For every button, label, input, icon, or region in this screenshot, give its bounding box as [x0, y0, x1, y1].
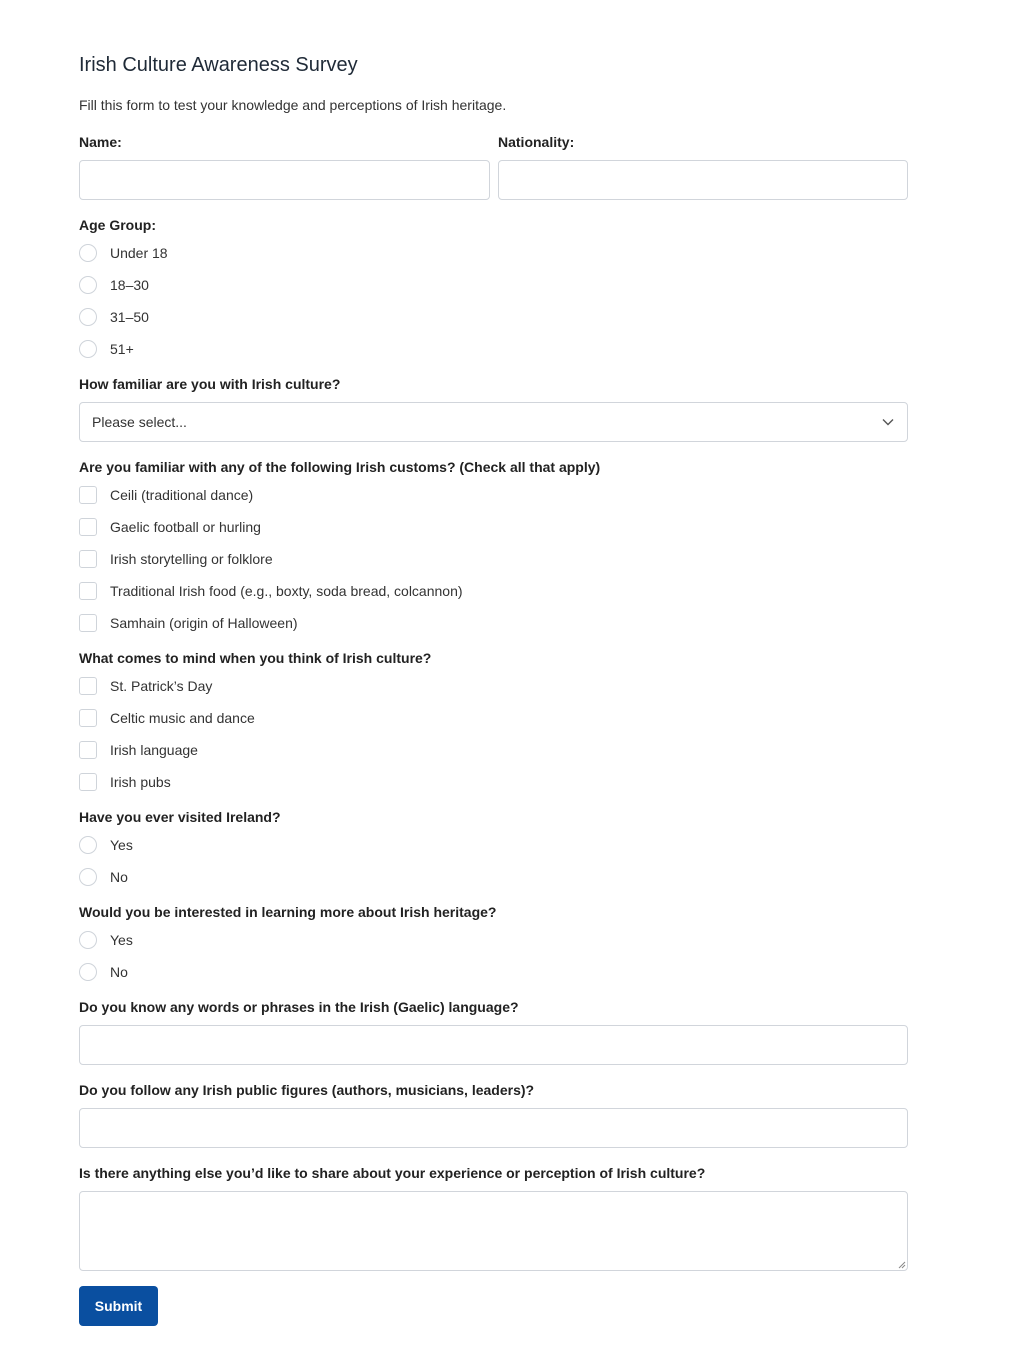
public-figures-input[interactable] [79, 1108, 908, 1148]
gaelic-words-input[interactable] [79, 1025, 908, 1065]
customs-option-food[interactable] [79, 581, 463, 601]
interested-option-label: Yes [110, 932, 133, 948]
anything-else-label: Is there anything else you’d like to share about your experience or perception of Irish culture? [79, 1165, 706, 1181]
mind-option-irish-language[interactable] [79, 740, 198, 760]
familiarity-label: How familiar are you with Irish culture? [79, 376, 341, 392]
customs-checkbox-gaelic-football[interactable] [79, 518, 97, 536]
mind-checkbox-celtic-music[interactable] [79, 709, 97, 727]
customs-option-label: Irish storytelling or folklore [110, 551, 273, 567]
customs-option-label: Gaelic football or hurling [110, 519, 261, 535]
page-title: Irish Culture Awareness Survey [79, 54, 358, 76]
interested-option-label: No [110, 964, 128, 980]
age-radio-51-plus[interactable] [79, 340, 97, 358]
interested-radio-no[interactable] [79, 963, 97, 981]
visited-radio-no[interactable] [79, 868, 97, 886]
page-subtitle: Fill this form to test your knowledge and perceptions of Irish heritage. [79, 97, 507, 113]
age-option-51-plus[interactable] [79, 339, 134, 359]
customs-option-storytelling[interactable] [79, 549, 273, 569]
resize-grip-icon[interactable] [896, 1259, 906, 1269]
customs-option-label: Traditional Irish food (e.g., boxty, soda bread, colcannon) [110, 583, 463, 599]
age-option-under-18[interactable] [79, 243, 168, 263]
age-option-label: Under 18 [110, 245, 168, 261]
interested-label: Would you be interested in learning more about Irish heritage? [79, 904, 497, 920]
age-option-label: 18–30 [110, 277, 149, 293]
anything-else-textarea[interactable] [79, 1191, 908, 1271]
mind-checkbox-irish-pubs[interactable] [79, 773, 97, 791]
mind-option-celtic-music[interactable] [79, 708, 255, 728]
gaelic-words-label: Do you know any words or phrases in the Irish (Gaelic) language? [79, 999, 519, 1015]
visited-option-label: Yes [110, 837, 133, 853]
mind-checkbox-st-patricks[interactable] [79, 677, 97, 695]
customs-option-samhain[interactable] [79, 613, 298, 633]
mind-option-label: Irish pubs [110, 774, 171, 790]
interested-option-yes[interactable] [79, 930, 133, 950]
mind-option-irish-pubs[interactable] [79, 772, 171, 792]
mind-option-st-patricks[interactable] [79, 676, 212, 696]
name-input[interactable] [79, 160, 490, 200]
interested-option-no[interactable] [79, 962, 128, 982]
mind-checkbox-irish-language[interactable] [79, 741, 97, 759]
nationality-label: Nationality: [498, 134, 575, 150]
visited-option-yes[interactable] [79, 835, 133, 855]
visited-option-no[interactable] [79, 867, 128, 887]
customs-checkbox-storytelling[interactable] [79, 550, 97, 568]
age-option-31-50[interactable] [79, 307, 149, 327]
customs-label: Are you familiar with any of the following Irish customs? (Check all that apply) [79, 459, 601, 475]
public-figures-label: Do you follow any Irish public figures (authors, musicians, leaders)? [79, 1082, 535, 1098]
age-option-18-30[interactable] [79, 275, 149, 295]
familiarity-select[interactable] [79, 402, 908, 442]
age-option-label: 31–50 [110, 309, 149, 325]
nationality-input[interactable] [498, 160, 908, 200]
mind-option-label: Irish language [110, 742, 198, 758]
name-label: Name: [79, 134, 122, 150]
age-radio-18-30[interactable] [79, 276, 97, 294]
comes-to-mind-label: What comes to mind when you think of Irish culture? [79, 650, 432, 666]
customs-checkbox-ceili[interactable] [79, 486, 97, 504]
customs-option-ceili[interactable] [79, 485, 253, 505]
visited-label: Have you ever visited Ireland? [79, 809, 281, 825]
submit-button[interactable]: Submit [79, 1286, 158, 1326]
familiarity-selected-value: Please select... [92, 414, 187, 430]
age-group-label: Age Group: [79, 217, 156, 233]
customs-option-label: Samhain (origin of Halloween) [110, 615, 298, 631]
mind-option-label: St. Patrick’s Day [110, 678, 213, 694]
visited-radio-yes[interactable] [79, 836, 97, 854]
customs-option-gaelic-football[interactable] [79, 517, 261, 537]
customs-checkbox-food[interactable] [79, 582, 97, 600]
visited-option-label: No [110, 869, 128, 885]
customs-option-label: Ceili (traditional dance) [110, 487, 254, 503]
interested-radio-yes[interactable] [79, 931, 97, 949]
mind-option-label: Celtic music and dance [110, 710, 255, 726]
chevron-down-icon [881, 415, 895, 429]
age-radio-under-18[interactable] [79, 244, 97, 262]
customs-checkbox-samhain[interactable] [79, 614, 97, 632]
age-radio-31-50[interactable] [79, 308, 97, 326]
age-option-label: 51+ [110, 341, 134, 357]
